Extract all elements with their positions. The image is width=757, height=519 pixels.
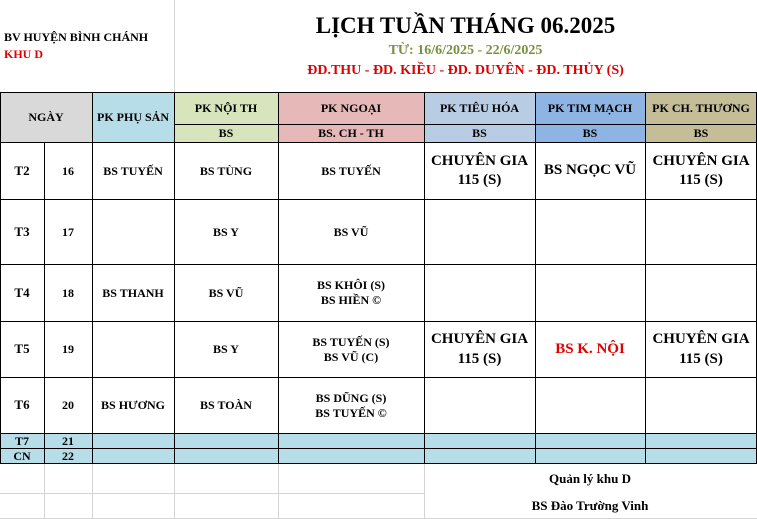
col-header-tim-mach: PK TIM MẠCH xyxy=(547,101,633,115)
schedule-cell: BS DŨNG (S) BS TUYẾN © xyxy=(315,390,387,420)
date-label: 18 xyxy=(62,285,74,300)
schedule-cell xyxy=(535,200,645,264)
col-header-phu-san: PK PHỤ SẢN xyxy=(97,110,169,124)
col-header-noi-th: PK NỘI TH xyxy=(194,101,258,115)
zone-label: KHU D xyxy=(4,47,43,61)
schedule-cell: BS TUYẾN xyxy=(321,163,381,178)
manager-signer: BS Đào Trường Vinh xyxy=(531,498,649,513)
page-title: LỊCH TUẦN THÁNG 06.2025 xyxy=(315,13,616,38)
col-sub-tieu-hoa: BS xyxy=(472,126,487,140)
schedule-cell xyxy=(92,200,174,264)
schedule-cell: BS Y xyxy=(213,342,239,356)
day-label: T5 xyxy=(14,341,30,357)
schedule-cell: BS VŨ xyxy=(333,224,369,239)
day-label: T4 xyxy=(14,284,30,300)
schedule-cell: BS TÙNG xyxy=(199,163,253,178)
row-t7-bg xyxy=(0,434,757,449)
schedule-cell: BS HƯƠNG xyxy=(101,398,165,412)
schedule-cell: CHUYÊN GIA 115 (S) xyxy=(430,152,529,188)
col-sub-tim-mach: BS xyxy=(582,126,598,140)
col-sub-ngoai: BS. CH - TH xyxy=(318,126,384,140)
schedule-cell: CHUYÊN GIA 115 (S) xyxy=(652,331,750,367)
manager-role: Quản lý khu D xyxy=(548,471,631,486)
schedule-cell: BS NGỌC VŨ xyxy=(543,162,637,179)
schedule-cell: BS KHÔI (S) BS HIỀN © xyxy=(316,278,385,307)
day-label: T7 xyxy=(14,433,29,448)
date-label: 21 xyxy=(62,433,74,448)
date-label: 22 xyxy=(62,448,74,463)
col-header-tieu-hoa: PK TIÊU HÓA xyxy=(439,101,520,115)
col-header-ch-thuong: PK CH. THƯƠNG xyxy=(652,101,750,115)
schedule-cell xyxy=(424,200,535,264)
col-sub-ch-thuong: BS xyxy=(693,126,709,140)
schedule-cell: BS THANH xyxy=(102,285,164,300)
schedule-cell xyxy=(645,265,757,321)
day-label: T2 xyxy=(14,162,30,178)
date-label: 17 xyxy=(62,224,74,239)
schedule-cell xyxy=(535,265,645,321)
col-header-ngoai: PK NGOẠI xyxy=(320,101,382,115)
schedule-cell: CHUYÊN GIA 115 (S) xyxy=(430,331,529,367)
date-label: 16 xyxy=(62,163,74,178)
nurses-list: ĐD.THU - ĐD. KIỀU - ĐD. DUYÊN - ĐD. THỦY (S) xyxy=(307,63,624,78)
schedule-cell xyxy=(424,378,535,433)
schedule-cell: BS TOÀN xyxy=(200,398,252,412)
day-header: NGÀY xyxy=(28,110,64,124)
row-cn-bg xyxy=(0,449,757,464)
schedule-cell: CHUYÊN GIA 115 (S) xyxy=(652,152,750,188)
schedule-cell xyxy=(535,378,645,433)
date-range: TỪ: 16/6/2025 - 22/6/2025 xyxy=(388,43,543,58)
schedule-cell xyxy=(645,378,757,433)
date-label: 19 xyxy=(62,342,74,356)
day-label: T3 xyxy=(14,223,30,239)
schedule-cell: BS VŨ xyxy=(208,285,244,300)
schedule-cell xyxy=(424,265,535,321)
schedule-cell: BS Y xyxy=(213,224,239,239)
schedule-cell: BS K. NỘI xyxy=(555,340,625,357)
schedule-cell: BS TUYẾN (S) BS VŨ (C) xyxy=(312,334,390,364)
schedule-cell xyxy=(92,322,174,377)
schedule-cell xyxy=(645,200,757,264)
date-label: 20 xyxy=(62,398,74,412)
hospital-name: BV HUYỆN BÌNH CHÁNH xyxy=(4,30,149,44)
col-sub-noi-th: BS xyxy=(218,126,234,140)
day-label: T6 xyxy=(14,397,30,413)
day-label: CN xyxy=(13,448,31,463)
schedule-cell: BS TUYẾN xyxy=(103,163,163,178)
